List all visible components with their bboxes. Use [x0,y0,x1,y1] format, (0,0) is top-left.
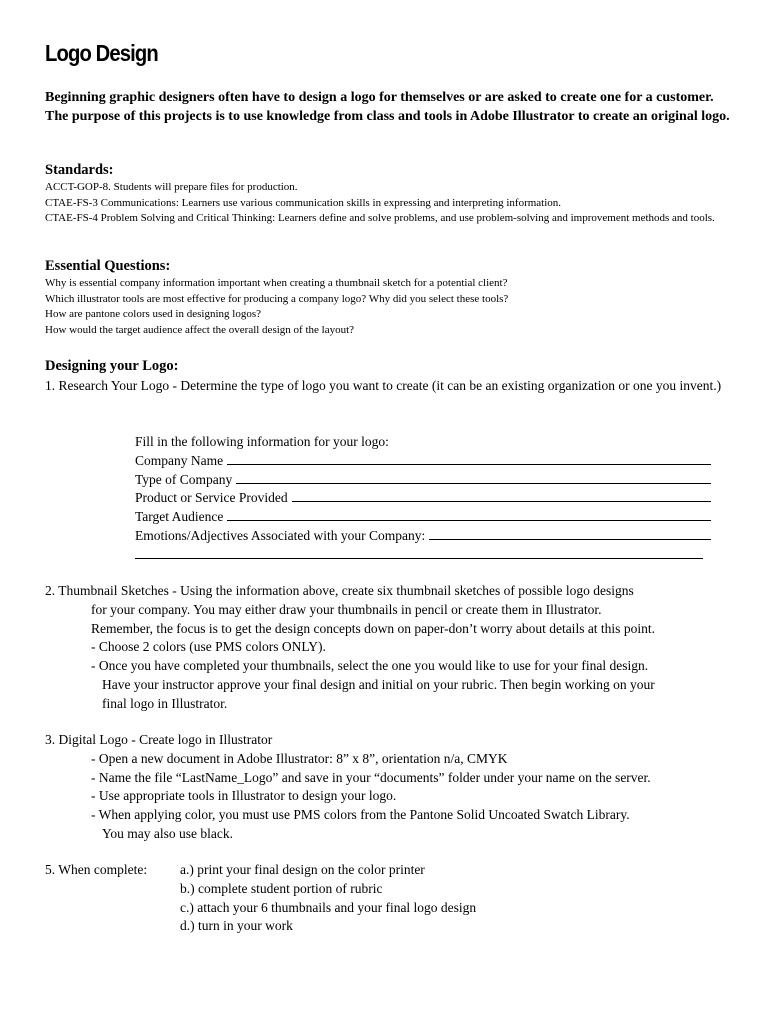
step-2-line: - Choose 2 colors (use PMS colors ONLY). [91,639,326,655]
page-title: Logo Design [45,40,158,66]
intro-paragraph: Beginning graphic designers often have to design a logo for themselves or are asked to create one for a customer. The purpose of this projects is to use knowledge from class and tools in Adobe Illustrator to create an original logo. [45,90,730,124]
step-2-thumbnail-sketches [45,582,745,714]
step-3-line: - Open a new document in Adobe Illustrator: 8” x 8”, orientation n/a, CMYK [91,750,508,766]
step-5-item: d.) turn in your work [180,918,293,934]
product-service-blank[interactable] [292,489,711,502]
step-3-digital-logo [45,731,745,844]
fill-in-instructions: Fill in the following information for your logo: [135,434,389,449]
question-item: How are pantone colors used in designing logos? [45,308,261,320]
emotions-extra-blank[interactable] [135,546,703,559]
target-audience-label: Target Audience [135,509,224,525]
step-5-row [45,861,745,936]
company-name-label: Company Name [135,452,224,468]
type-of-company-blank[interactable] [236,471,711,484]
step-3-line: - When applying color, you must use PMS colors from the Pantone Solid Uncoated Swatch Library. [91,807,630,823]
target-audience-row [135,508,711,527]
step-5-label: 5. When complete: [45,862,148,877]
step-5-item: b.) complete student portion of rubric [180,880,383,896]
emotions-blank[interactable] [429,527,711,540]
step-1-research: 1. Research Your Logo - Determine the type of logo you want to create (it can be an existing organization or one you invent.) [45,378,722,393]
step-5-item: c.) attach your 6 thumbnails and your final logo design [180,899,477,915]
standard-item: CTAE-FS-4 Problem Solving and Critical Thinking: Learners define and solve problems, and use problem-solving and improvement methods and tools. [45,212,715,224]
question-item: Which illustrator tools are most effective for producing a company logo? Why did you select these tools? [45,292,509,305]
step-3-line: - Use appropriate tools in Illustrator to design your logo. [91,788,397,804]
step-2-lead: 2. Thumbnail Sketches - Using the information above, create six thumbnail sketches of possible logo designs [45,583,634,598]
step-2-line: final logo in Illustrator. [102,695,228,711]
standards-list [45,180,735,227]
step-5-item: a.) print your final design on the color printer [180,862,425,877]
step-3-line: - Name the file “LastName_Logo” and save in your “documents” folder under your name on the server. [91,769,651,785]
target-audience-blank[interactable] [227,508,711,521]
step-2-line: Have your instructor approve your final design and initial on your rubric. Then begin working on your [102,676,655,692]
product-service-row [135,489,711,508]
essential-questions-heading: Essential Questions: [45,258,171,274]
question-item: Why is essential company information important when creating a thumbnail sketch for a potential client? [45,277,508,289]
logo-info-form [135,433,711,559]
emotions-row [135,527,711,546]
designing-heading: Designing your Logo: [45,358,179,374]
company-name-blank[interactable] [227,452,711,465]
step-3-line: You may also use black. [102,825,233,841]
standards-heading: Standards: [45,162,114,178]
step-2-line: for your company. You may either draw your thumbnails in pencil or create them in Illustrator. [91,601,602,617]
emotions-label: Emotions/Adjectives Associated with your Company: [135,527,426,543]
step-3-lead: 3. Digital Logo - Create logo in Illustrator [45,732,273,747]
company-name-row [135,452,711,471]
type-of-company-label: Type of Company [135,471,233,487]
step-2-line: Remember, the focus is to get the design concepts down on paper-don’t worry about details at this point. [91,620,655,636]
question-item: How would the target audience affect the overall design of the layout? [45,323,355,336]
essential-questions-list [45,276,735,338]
product-service-label: Product or Service Provided [135,490,288,506]
type-of-company-row [135,471,711,490]
standard-item: ACCT-GOP-8. Students will prepare files for production. [45,181,298,193]
step-2-line: - Once you have completed your thumbnails, select the one you would like to use for your final design. [91,658,649,674]
standard-item: CTAE-FS-3 Communications: Learners use various communication skills in expressing and interpreting information. [45,196,562,209]
step-5-items [180,861,476,936]
step-5-when-complete [45,861,745,936]
